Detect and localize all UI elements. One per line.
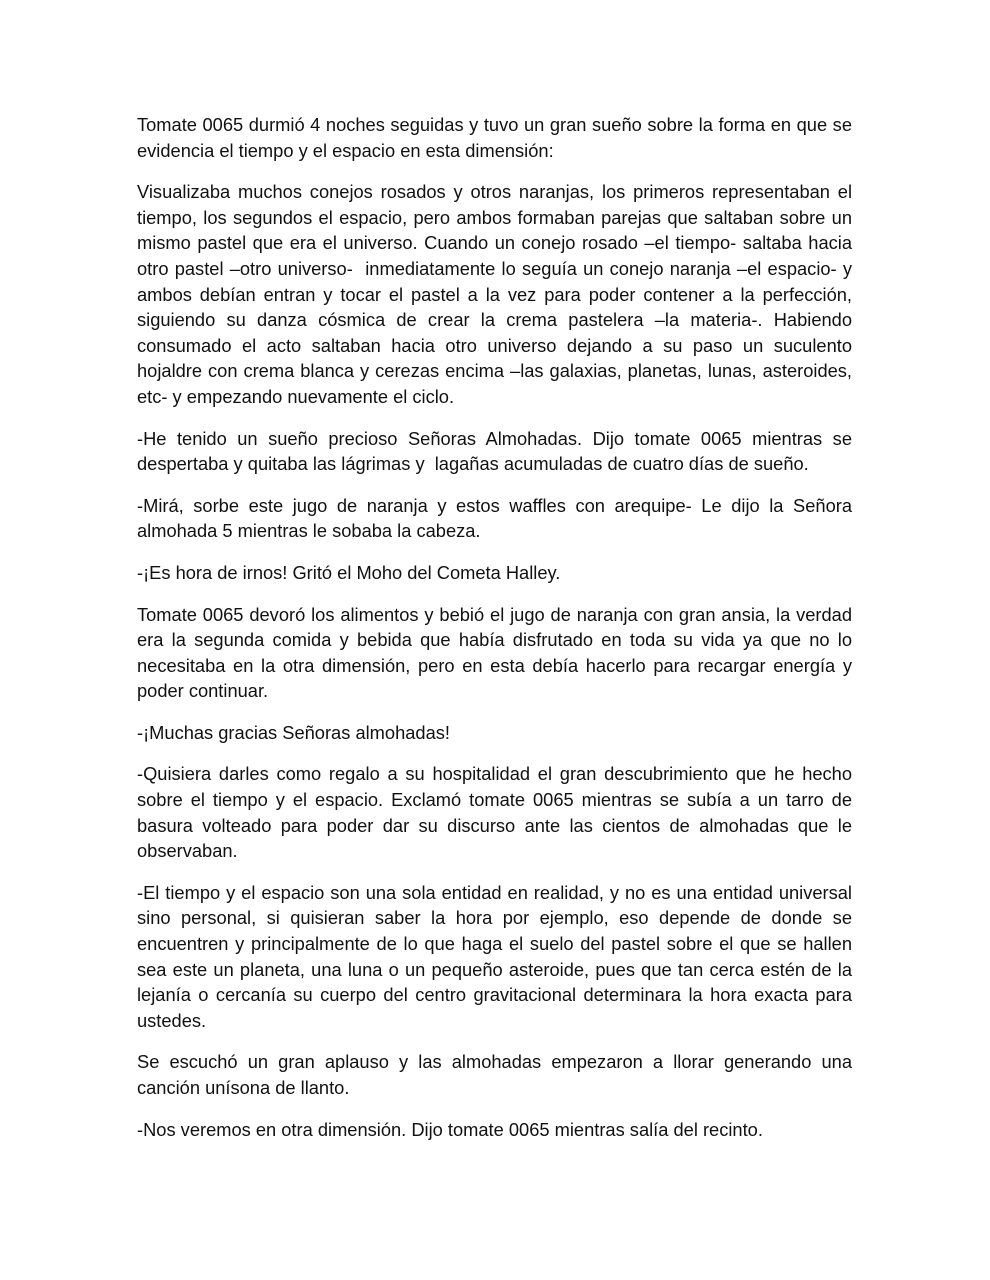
paragraph: -El tiempo y el espacio son una sola entidad en realidad, y no es una entidad universal sino personal, si quisieran saber la hora por ejemplo, eso depende de donde se encuentren y principalmente de lo que haga el suelo del pastel sobre el que se hallen sea este un planeta, una luna o un pequeño asteroide, pues que tan cerca estén de la lejanía o cercanía su cuerpo del centro gravitacional determinara la hora exacta para ustedes. bbox=[137, 881, 858, 1031]
paragraph: -Nos veremos en otra dimensión. Dijo tomate 0065 mientras salía del recinto. bbox=[137, 1118, 763, 1140]
paragraph: -He tenido un sueño precioso Señoras Almohadas. Dijo tomate 0065 mientras se despertaba y quitaba las lágrimas y lagañas acumuladas de cuatro días de sueño. bbox=[137, 427, 858, 475]
paragraph: Visualizaba muchos conejos rosados y otros naranjas, los primeros representaban el tiempo, los segundos el espacio, pero ambos formaban parejas que saltaban sobre un mismo pastel que era el universo. Cuando un conejo rosado –el tiempo- saltaba hacia otro pastel –otro universo- inmediatamente lo seguía un conejo naranja –el espacio- y ambos debían entran y tocar el pastel a la vez para poder contener a la perfección, siguiendo su danza cósmica de crear la crema pastelera –la materia-. Habiendo consumado el acto saltaban hacia otro universo dejando a su paso un suculento hojaldre con crema blanca y cerezas encima –las galaxias, planetas, lunas, asteroides, etc- y empezando nuevamente el ciclo. bbox=[137, 181, 858, 407]
paragraph: Se escuchó un gran aplauso y las almohadas empezaron a llorar generando una canción unísona de llanto. bbox=[137, 1051, 858, 1098]
paragraph: Tomate 0065 durmió 4 noches seguidas y tuvo un gran sueño sobre la forma en que se evidencia el tiempo y el espacio en esta dimensión: bbox=[137, 114, 858, 161]
paragraph: -¡Es hora de irnos! Gritó el Moho del Cometa Halley. bbox=[137, 561, 561, 583]
paragraph: Tomate 0065 devoró los alimentos y bebió el jugo de naranja con gran ansia, la verdad era la segunda comida y bebida que había disfrutado en toda su vida ya que no lo necesitaba en la otra dimensión, pero en esta debía hacerlo para recargar energía y poder continuar. bbox=[137, 603, 858, 702]
paragraph: -Mirá, sorbe este jugo de naranja y estos waffles con arequipe- Le dijo la Señora almohada 5 mientras le sobaba la cabeza. bbox=[137, 494, 858, 542]
document-page bbox=[137, 112, 858, 1158]
paragraph: -¡Muchas gracias Señoras almohadas! bbox=[137, 721, 450, 743]
paragraph: -Quisiera darles como regalo a su hospitalidad el gran descubrimiento que he hecho sobre el tiempo y el espacio. Exclamó tomate 0065 mientras se subía a un tarro de basura volteado para poder dar su discurso ante las cientos de almohadas que le observaban. bbox=[137, 763, 858, 862]
